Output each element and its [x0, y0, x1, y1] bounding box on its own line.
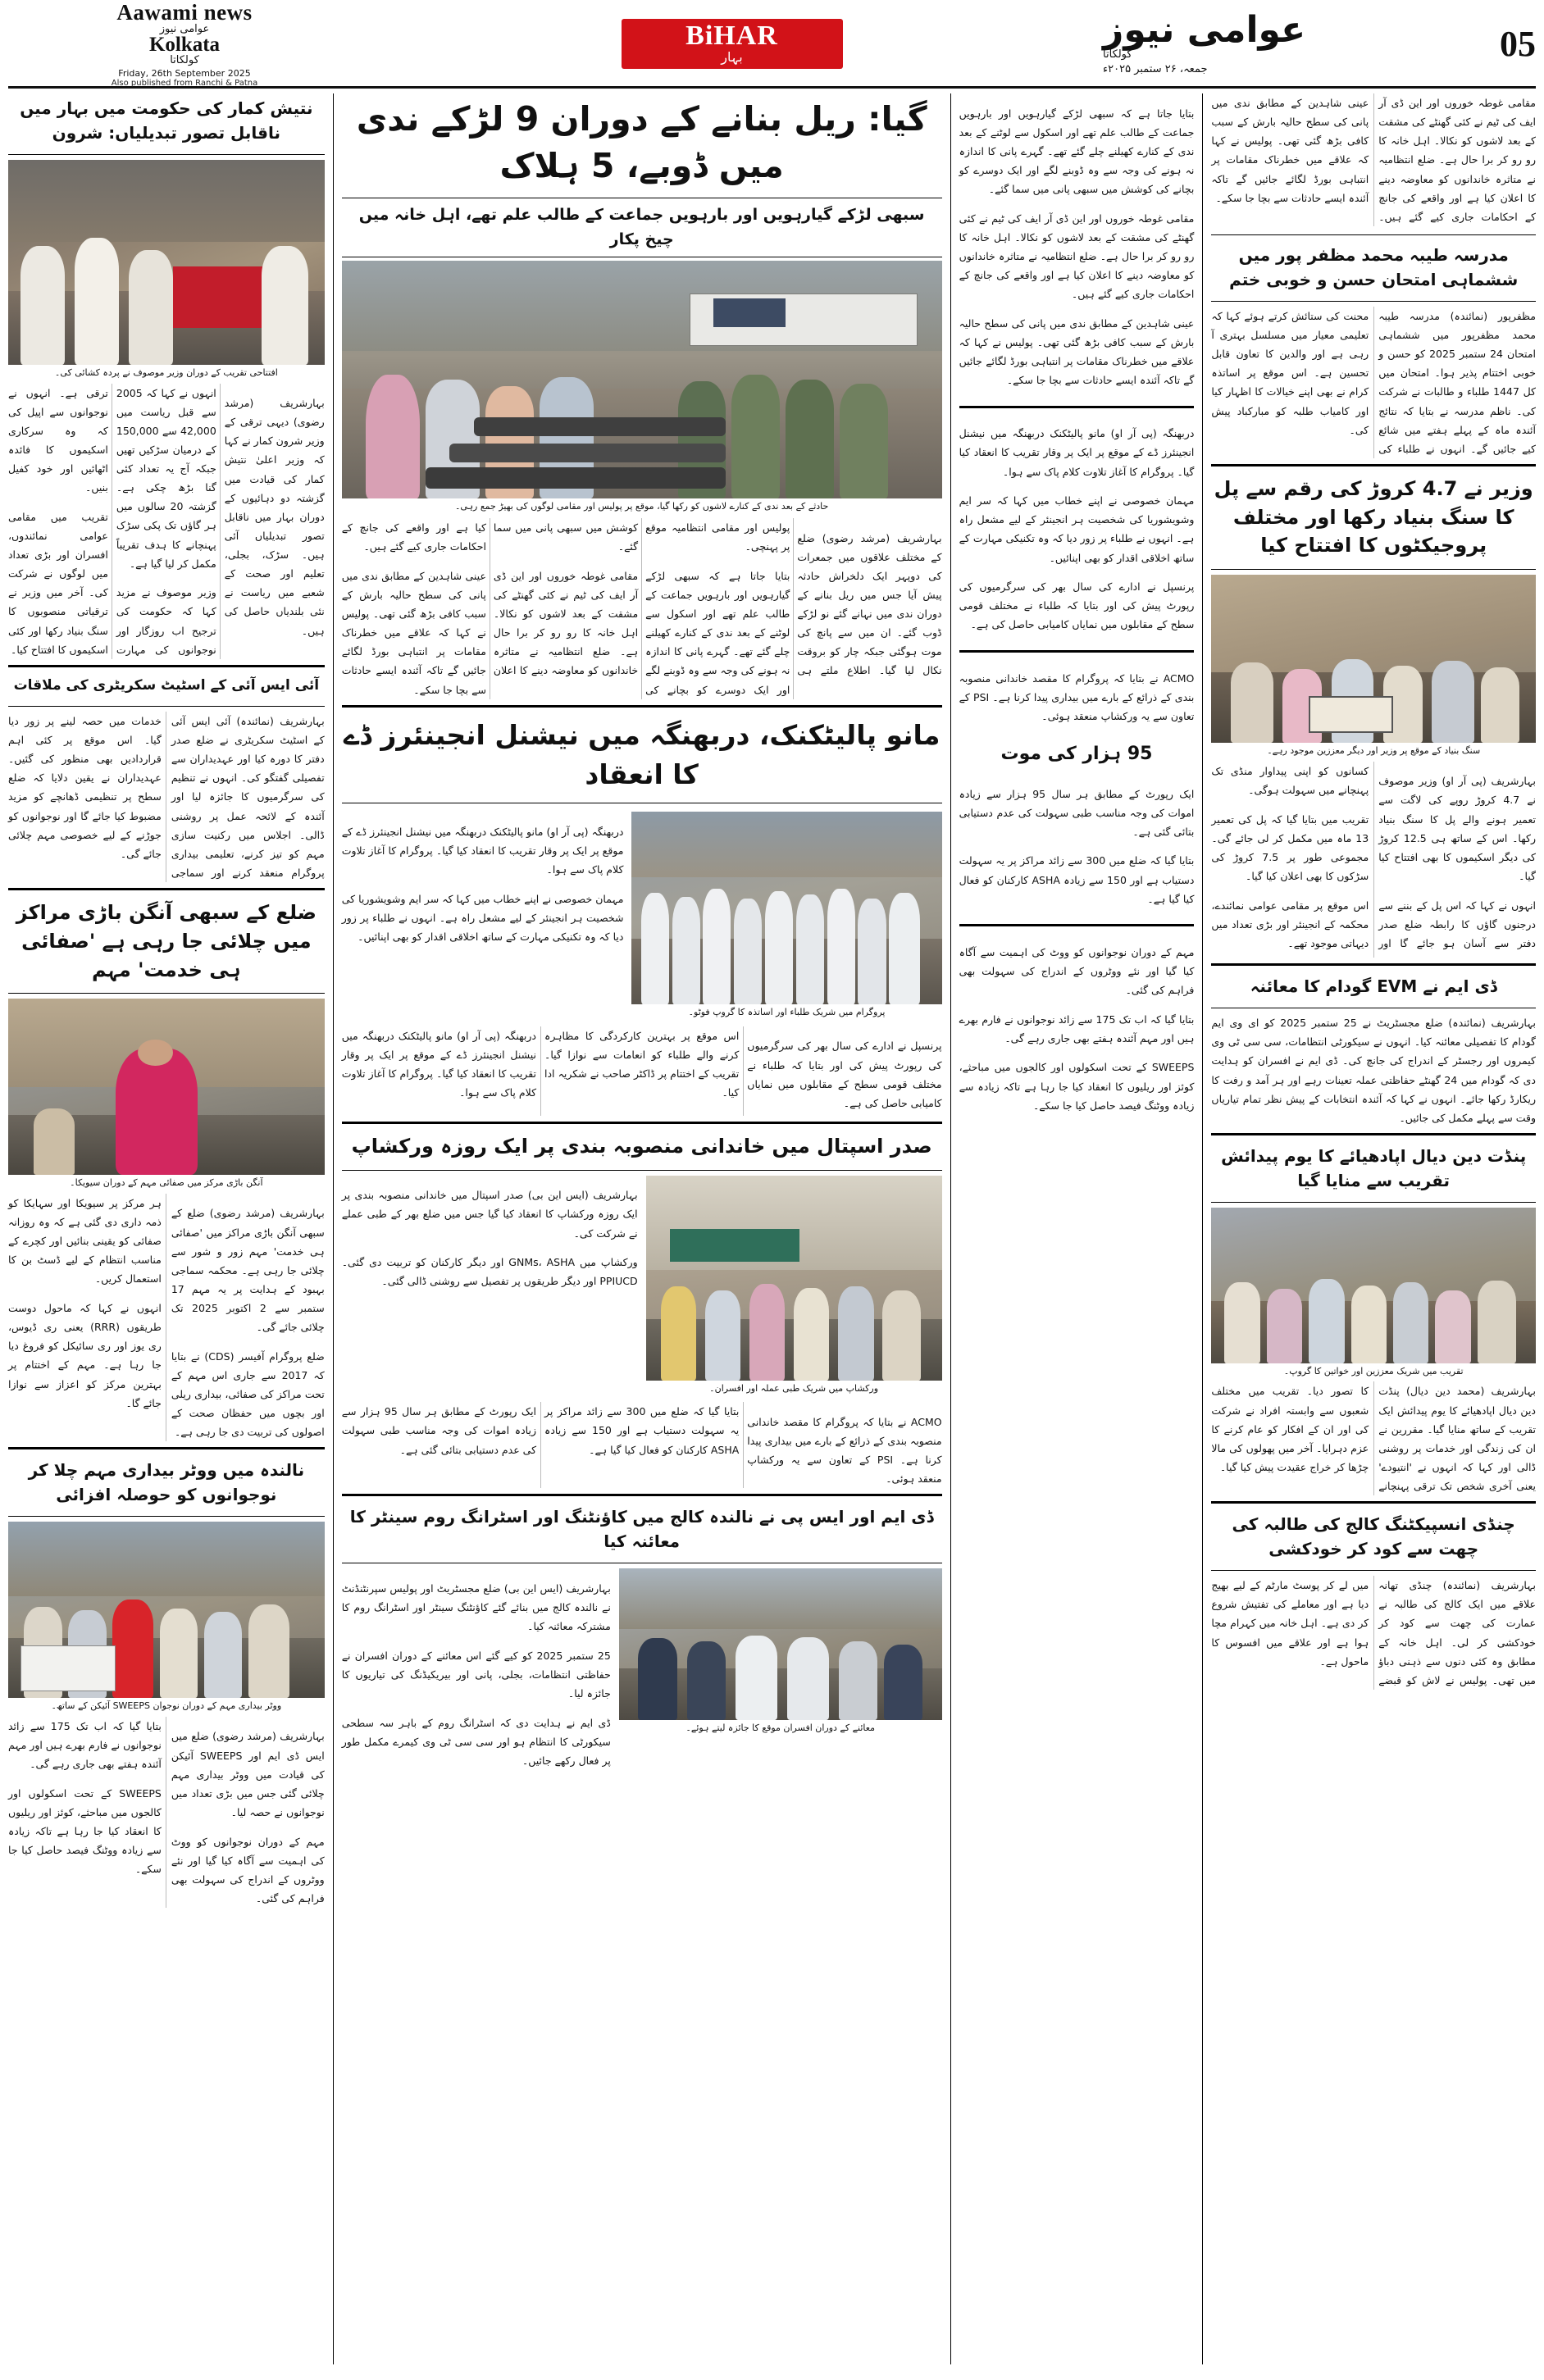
lead-photo	[342, 261, 942, 498]
column-left	[8, 93, 325, 2364]
masthead	[8, 0, 1536, 89]
voter-col-c	[959, 932, 1195, 1125]
suicide-text: بہارشریف (نمائندہ) چنڈی تھانہ علاقے میں ایک کالج کی طالبہ نے عمارت کی چھت سے کود کر خودکشی کر لی۔ اہل خانہ کے مطابق وہ کئی دنوں سے ذہنی دباؤ میں تھی۔ پولیس نے لاش کو قبضے میں لے کر پوسٹ مارٹم کے لیے بھیج دیا ہے اور معاملے کی تفتیش شروع کر دی ہے۔ اہل خانہ میں کہرام مچا ہوا ہے اور علاقے میں افسوس کا ماحول ہے۔	[1211, 1579, 1536, 1686]
deaths-stat: 95 ہزار کی موت	[1000, 744, 1153, 765]
poly-c-p3: پرنسپل نے ادارے کی سال بھر کی سرگرمیوں کی رپورٹ پیش کی اور بتایا کہ طلباء نے مختلف قومی سطح کے مقابلوں میں نمایاں کامیابی حاصل کی ہے۔	[959, 580, 1195, 631]
city-name-ur: کولکاتا	[170, 54, 199, 66]
lead-side-p2: عینی شاہدین کے مطابق ندی میں پانی کی سطح حالیہ بارش کے سبب کافی بڑھ گئی تھی۔ پولیس نے کہا کہ علاقے میں خطرناک مقامات پر انتباہی بورڈ لگائے جائیں گے تاکہ آئندہ ایسے حادثات سے بچا جا سکے۔	[1211, 97, 1369, 204]
hosp-p4: بتایا گیا کہ ضلع میں 300 سے زائد مراکز پر یہ سہولت دستیاب ہے اور 150 سے زیادہ ASHA کارکنان کو فعال کیا گیا ہے۔	[544, 1405, 740, 1456]
bridge-p1: بہارشریف (پی آر او) وزیر موصوف نے 4.7 کروڑ روپے کی لاگت سے تعمیر ہونے والے پل کا سنگ بنیاد رکھا۔ اس کے ساتھ ہی 12.5 کروڑ کی دیگر اسکیموں کا بھی افتتاح کیا گیا۔	[1378, 775, 1537, 882]
publication-date: Friday, 26th September 2025	[118, 68, 251, 79]
deendayal-text: بہارشریف (محمد دین دیال) پنڈت دین دیال اپادھیائے کا یوم پیدائش ایک تقریب کے ساتھ منایا گیا۔ مقررین نے ان کی زندگی اور خدمات پر روشنی ڈالی اور کہا کہ انہوں نے 'انتیودے' یعنی آخری شخص تک ترقی پہنچانے کا تصور دیا۔ تقریب میں مختلف شعبوں سے وابستہ افراد نے شرکت کی اور ان کے افکار کو عام کرنے کا عزم دہرایا۔ آخر میں پھولوں کی مالا چڑھا کر خراج عقیدت پیش کیا گیا۔	[1211, 1385, 1536, 1493]
madrasa-exam-body	[1211, 307, 1536, 458]
bridge-body	[1211, 762, 1536, 958]
angan-p4: انہوں نے کہا کہ ماحول دوست طریقوں (RRR) یعنی ری ڈیوس، ری یوز اور ری سائیکل کو فروغ دیا جا رہا ہے۔ مہم کے اختتام پر بہترین مرکز کو اعزاز سے نوازا جائے گا۔	[7, 1302, 162, 1409]
polytechnic-col-c	[959, 414, 1195, 644]
brand-urdu-small: عوامی نیوز	[159, 23, 210, 35]
voter-p1: بہارشریف (مرشد رضوی) ضلع میں ایس ڈی ایم اور SWEEPS آئیکن کی قیادت میں ووٹر بیداری مہم چلائی گئی جس میں بڑی تعداد میں نوجوانوں نے حصہ لیا۔	[171, 1730, 325, 1818]
hospital-body-side	[342, 1176, 638, 1399]
poly-c-p1: دربھنگہ (پی آر او) مانو پالیٹکنک دربھنگہ میں نیشنل انجینئرز ڈے کے موقع پر ایک پر وقار تقریب کا انعقاد کیا گیا۔ پروگرام کا آغاز تلاوت کلام پاک سے ہوا۔	[959, 427, 1195, 478]
voter-photo-caption: ووٹر بیداری مہم کے دوران نوجوان SWEEPS آئیکن کے ساتھ۔	[51, 1700, 282, 1712]
dmsp-p2: 25 ستمبر 2025 کو کیے گئے اس معائنے کے دوران افسران نے حفاظتی انتظامات، بجلی، پانی اور بیریکیڈنگ کی تیاریوں کا جائزہ لیا۔	[341, 1649, 611, 1700]
city-name-en: Kolkata	[148, 34, 221, 56]
edition-name-ur: بہار	[721, 48, 743, 65]
lead-c-p1: بتایا جاتا ہے کہ سبھی لڑکے گیارہویں اور بارہویں جماعت کے طالب علم تھے اور اسکول سے لوٹنے کے بعد ندی کے کنارے کھیلنے چلے گئے تھے۔ گہرے پانی کا اندازہ نہ ہونے کی وجہ سے وہ ڈوبنے لگے اور ایک دوسرے کو بچانے کی کوشش میں سبھی پانی میں سما گئے۔	[959, 107, 1195, 195]
voter-c-p1: مہم کے دوران نوجوانوں کو ووٹ کی اہمیت سے آگاہ کیا گیا اور نئے ووٹروں کے اندراج کی سہولت بھی فراہم کی گئی۔	[959, 945, 1195, 997]
lead-p4: عینی شاہدین کے مطابق ندی میں پانی کی سطح حالیہ بارش کے سبب کافی بڑھ گئی تھی۔ پولیس نے کہا کہ علاقے میں خطرناک مقامات پر انتباہی بورڈ لگائے جائیں گے تاکہ آئندہ ایسے حادثات سے بچا جا سکے۔	[341, 569, 486, 696]
evm-body	[1211, 1013, 1536, 1127]
anganwadi-photo	[8, 999, 325, 1175]
angan-p1: بہارشریف (مرشد رضوی) ضلع کے سبھی آنگن باڑی مراکز میں 'صفائی ہی خدمت' مہم زور و شور سے چلائی جا رہی ہے۔ محکمہ سماجی بہبود کے ہدایت پر یہ مہم 17 ستمبر سے 2 اکتوبر 2025 تک چلائی جائے گی۔	[171, 1207, 325, 1334]
bridge-p2: انہوں نے کہا کہ اس پل کے بننے سے درجنوں گاؤں کا رابطہ ضلع صدر دفتر سے آسان ہو جائے گا اور کسانوں کو اپنی پیداوار منڈی تک پہنچانے میں سہولت ہوگی۔	[1211, 764, 1536, 949]
sharvan-photo-caption: افتتاحی تقریب کے دوران وزیر موصوف نے پردہ کشائی کی۔	[54, 367, 278, 378]
masthead-urdu-logo	[1103, 9, 1488, 75]
voter-headline: نالندہ میں ووٹر بیداری مہم چلا کر نوجوانوں کو حوصلہ افزائی	[28, 1460, 305, 1505]
voter-p2: مہم کے دوران نوجوانوں کو ووٹ کی اہمیت سے آگاہ کیا گیا اور نئے ووٹروں کے اندراج کی سہولت بھی فراہم کی گئی۔	[171, 1835, 325, 1904]
polytechnic-body-bottom	[342, 1026, 942, 1116]
poly-p3: پرنسپل نے ادارے کی سال بھر کی سرگرمیوں کی رپورٹ پیش کی اور بتایا کہ طلباء نے مختلف قومی سطح کے مقابلوں میں نمایاں کامیابی حاصل کی ہے۔	[747, 1040, 942, 1109]
voter-p4: SWEEPS کے تحت اسکولوں اور کالجوں میں مباحثے، کوئز اور ریلیوں کا انعقاد کیا جا رہا ہے تاکہ زیادہ سے زیادہ ووٹنگ فیصد حاصل کیا جا سکے۔	[7, 1786, 162, 1876]
column-mid-right	[959, 93, 1195, 2364]
edition-badge	[361, 19, 1103, 70]
lead-p2: بتایا جاتا ہے کہ سبھی لڑکے گیارہویں اور بارہویں جماعت کے طالب علم تھے اور اسکول سے لوٹنے کے بعد ندی کے کنارے کھیلنے چلے گئے تھے۔ گہرے پانی کا اندازہ نہ ہونے کی وجہ سے وہ ڈوبنے لگے اور ایک دوسرے کو بچانے کی کوشش میں سبھی پانی میں سما گئے۔	[493, 521, 790, 696]
bridge-photo	[1211, 575, 1536, 743]
deendayal-photo	[1211, 1208, 1536, 1363]
suicide-body	[1211, 1576, 1536, 1690]
isi-body	[8, 712, 325, 882]
sharvan-body	[8, 384, 325, 660]
poly-c-p2: مہمان خصوصی نے اپنے خطاب میں کہا کہ سر ایم وشویشوریا کی شخصیت ہر انجینئر کے لیے مشعل راہ ہے۔ انہوں نے طلباء پر زور دیا کہ وہ تکنیکی مہارت کے ساتھ اخلاقی اقدار کو بھی اپنائیں۔	[959, 494, 1195, 564]
deendayal-headline: پنڈت دین دیال اپادھیائے کا یوم پیدائش تقریب سے منایا گیا	[1221, 1145, 1527, 1190]
madrasa-exam-text: مظفرپور (نمائندہ) مدرسہ طیبہ محمد مظفرپور میں ششماہی امتحان 24 ستمبر 2025 کو حسن و خوبی اختتام پذیر ہوا۔ امتحان میں کل 1447 طلباء و طالبات نے شرکت کی۔ ناظم مدرسہ نے بتایا کہ نتائج آئندہ ماہ کے پہلے ہفتے میں شائع کیے جائیں گے۔ انہوں نے طلباء کی محنت کی ستائش کرتے ہوئے کہا کہ تعلیمی معیار میں مسلسل بہتری آ رہی ہے اور والدین کا تعاون قابل تحسین ہے۔ اس موقع پر اساتذہ کرام نے بھی اپنے خیالات کا اظہار کیا اور کامیاب طلبہ کو مبارکباد پیش کی۔	[1211, 309, 1536, 455]
page-number: 05	[1500, 24, 1536, 64]
lead-c-p3: عینی شاہدین کے مطابق ندی میں پانی کی سطح حالیہ بارش کے سبب کافی بڑھ گئی تھی۔ پولیس نے کہا کہ علاقے میں خطرناک مقامات پر انتباہی بورڈ لگائے جائیں گے تاکہ آئندہ ایسے حادثات سے بچا جا سکے۔	[959, 316, 1195, 387]
hospital-headline: صدر اسپتال میں خاندانی منصوبہ بندی پر ایک روزہ ورکشاپ	[351, 1135, 932, 1158]
evm-text: بہارشریف (نمائندہ) ضلع مجسٹریٹ نے 25 ستمبر 2025 کو ای وی ایم گودام کا تفصیلی معائنہ کیا۔ انہوں نے سیکورٹی انتظامات، سی سی ٹی وی کیمروں اور رجسٹر کے اندراج کی جانچ کی۔ ڈی ایم نے افسران کو ہدایت دی کہ گودام میں 24 گھنٹے حفاظتی عملہ تعینات رہے اور ہر آمد و رفت کا ریکارڈ رکھا جائے۔ انہوں نے کہا کہ آئندہ انتخابات کے پیش نظر تمام تیاریاں وقت سے پہلے مکمل کی جائیں۔	[1211, 1017, 1536, 1124]
deendayal-body	[1211, 1381, 1536, 1495]
voter-photo	[8, 1522, 325, 1698]
sharvan-p1: بہارشریف (مرشد رضوی) دیہی ترقی کے وزیر شرون کمار نے کہا کہ وزیر اعلیٰ نتیش کمار کی قیادت میں گزشتہ دو دہائیوں کے دوران بہار میں ناقابل تصور تبدیلیاں آئی ہیں۔ سڑک، بجلی، تعلیم اور صحت کے شعبے میں ریاست نے نئی بلندیاں حاصل کی ہیں۔	[224, 397, 325, 637]
lead-story-col-c	[959, 93, 1195, 400]
hosp-p1: بہارشریف (ایس این بی) صدر اسپتال میں خاندانی منصوبہ بندی پر ایک روزہ ورکشاپ کا انعقاد کیا گیا جس میں ضلع بھر کے طبی عملے نے شرکت کی۔	[341, 1189, 638, 1240]
sharvan-photo	[8, 160, 325, 365]
poly-p5: دربھنگہ (پی آر او) مانو پالیٹکنک دربھنگہ میں نیشنل انجینئرز ڈے کے موقع پر ایک پر وقار تقریب کا انعقاد کیا گیا۔ پروگرام کا آغاز تلاوت کلام پاک سے ہوا۔	[341, 1029, 537, 1099]
angan-p2: ضلع پروگرام آفیسر (CDS) نے بتایا کہ 2017 سے جاری اس مہم کے تحت مراکز کی صفائی، بیداری ریلی اور بچوں میں حفظان صحت کے اصولوں کی تربیت دی جا رہی ہے۔	[171, 1349, 325, 1439]
isi-text: بہارشریف (نمائندہ) آئی ایس آئی کے اسٹیٹ سکریٹری نے ضلع صدر دفتر کا دورہ کیا اور عہدیداران سے تفصیلی گفتگو کی۔ انہوں نے تنظیم کی سرگرمیوں کا جائزہ لیا اور آئندہ کے لائحہ عمل پر روشنی ڈالی۔ اجلاس میں رکنیت سازی مہم کو تیز کرنے، تعلیمی بیداری پروگرام منعقد کرنے اور سماجی خدمات میں حصہ لینے پر زور دیا گیا۔ اس موقع پر کئی اہم قراردادیں بھی منظور کی گئیں۔ عہدیداران نے یقین دلایا کہ ضلع سطح پر تنظیمی ڈھانچے کو مزید مضبوط کیا جائے گا اور نوجوانوں کو جوڑنے کے لیے خصوصی مہم چلائی جائے گی۔	[7, 714, 325, 879]
dmsp-p1: بہارشریف (ایس این بی) ضلع مجسٹریٹ اور پولیس سپرنٹنڈنٹ نے نالندہ کالج میں بنائے گئے کاؤنٹنگ سینٹر اور اسٹرانگ روم کا مشترکہ معائنہ کیا۔	[341, 1581, 611, 1633]
polytechnic-photo-caption: پروگرام میں شریک طلباء اور اساتذہ کا گروپ فوٹو۔	[688, 1007, 886, 1018]
hosp-p2: ورکشاپ میں GNMs، ASHA اور دیگر کارکنان کو تربیت دی گئی۔ PPIUCD اور دیگر طریقوں پر تفصیل سے روشنی ڈالی گئی۔	[341, 1256, 638, 1288]
hospital-col-c	[959, 658, 1195, 918]
deendayal-photo-caption: تقریب میں شریک معززین اور خواتین کا گروپ۔	[1283, 1365, 1464, 1377]
isi-headline: آئی ایس آئی کے اسٹیٹ سکریٹری کی ملاقات	[13, 677, 320, 694]
angan-p3: ہر مرکز پر سیویکا اور سہایکا کو ذمہ داری دی گئی ہے کہ وہ روزانہ صفائی کو یقینی بنائیں اور کچرے کے مناسب انتظام کے لیے ڈسٹ بن کا استعمال کریں۔	[7, 1196, 162, 1286]
anganwadi-headline: ضلع کے سبھی آنگن باڑی مراکز میں چلائی جا رہی ہے 'صفائی ہی خدمت' مہم	[16, 901, 317, 981]
poly-p2: مہمان خصوصی نے اپنے خطاب میں کہا کہ سر ایم وشویشوریا کی شخصیت ہر انجینئر کے لیے مشعل راہ ہے۔ انہوں نے طلباء پر زور دیا کہ وہ تکنیکی مہارت کے ساتھ اخلاقی اقدار کو بھی اپنائیں۔	[341, 892, 624, 943]
polytechnic-body-right	[342, 812, 624, 1023]
polytechnic-photo	[631, 812, 941, 1004]
hospital-body-bottom	[342, 1402, 942, 1488]
hosp-c-p1: ACMO نے بتایا کہ پروگرام کا مقصد خاندانی منصوبہ بندی کے ذرائع کے بارے میں بیداری پیدا کرنا ہے۔ PSI کے تعاون سے یہ ورکشاپ منعقد ہوئی۔	[959, 671, 1195, 722]
anganwadi-photo-caption: آنگن باڑی مرکز میں صفائی مہم کے دوران سیویکا۔	[70, 1177, 263, 1189]
poly-p1: دربھنگہ (پی آر او) مانو پالیٹکنک دربھنگہ میں نیشنل انجینئرز ڈے کے موقع پر ایک پر وقار تقریب کا انعقاد کیا گیا۔ پروگرام کا آغاز تلاوت کلام پاک سے ہوا۔	[341, 825, 624, 876]
evm-headline: ڈی ایم نے EVM گودام کا معائنہ	[1250, 976, 1497, 997]
page-grid	[8, 93, 1536, 2364]
bridge-headline: وزیر نے 4.7 کروڑ کی رقم سے پل کا سنگ بنیاد رکھا اور مختلف پروجیکٹوں کا افتتاح کیا	[1214, 476, 1533, 557]
bridge-p4: اس موقع پر مقامی عوامی نمائندے، محکمہ کے انجینئر اور بڑی تعداد میں دیہاتی موجود تھے۔	[1211, 899, 1369, 949]
polytechnic-headline: مانو پالیٹکنک، دربھنگہ میں نیشنل انجینئرز ڈے کا انعقاد	[343, 718, 941, 790]
dmsp-photo-caption: معائنے کے دوران افسران موقع کا جائزہ لیتے ہوئے۔	[685, 1722, 875, 1734]
bridge-photo-caption: سنگ بنیاد کے موقع پر وزیر اور دیگر معززین موجود رہے۔	[1267, 745, 1481, 757]
voter-body	[8, 1717, 325, 1908]
hosp-c-p2: بتایا گیا کہ ضلع میں 300 سے زائد مراکز پر یہ سہولت دستیاب ہے اور 150 سے زیادہ ASHA کارکنان کو فعال کیا گیا ہے۔	[959, 854, 1195, 905]
hospital-photo-caption: ورکشاپ میں شریک طبی عملہ اور افسران۔	[709, 1382, 879, 1394]
dmsp-photo	[619, 1568, 942, 1720]
hosp-p5: ایک رپورٹ کے مطابق ہر سال 95 ہزار سے زیادہ اموات کی وجہ مناسب طبی سہولت کی عدم دستیابی بتائی گئی ہے۔	[341, 1405, 537, 1456]
lead-story-side-text	[1211, 93, 1536, 230]
dmsp-p3: ڈی ایم نے ہدایت دی کہ اسٹرانگ روم کے باہر سہ سطحی سیکورٹی کا انتظام ہو اور سی سی ٹی وی کیمرے مکمل طور پر فعال رکھے جائیں۔	[341, 1716, 611, 1767]
dmsp-headline: ڈی ایم اور ایس پی نے نالندہ کالج میں کاؤنٹنگ اور اسٹرانگ روم سینٹر کا معائنہ کیا	[349, 1507, 934, 1552]
hosp-c-note: ایک رپورٹ کے مطابق ہر سال 95 ہزار سے زیادہ اموات کی وجہ مناسب طبی سہولت کی عدم دستیابی بتائی گئی ہے۔	[959, 787, 1195, 838]
hospital-photo	[646, 1176, 942, 1381]
masthead-english-block	[8, 0, 361, 88]
voter-p3: بتایا گیا کہ اب تک 175 سے زائد نوجوانوں نے فارم بھرے ہیں اور مہم آئندہ ہفتے بھی جاری رہے گی۔	[7, 1719, 162, 1771]
sharvan-p4: تقریب میں مقامی عوامی نمائندوں، افسران اور بڑی تعداد میں لوگوں نے شرکت کی۔ آخر میں وزیر نے ترقیاتی منصوبوں کا سنگ بنیاد رکھا اور کئی اسکیموں کا افتتاح کیا۔	[7, 510, 108, 656]
dmsp-body	[342, 1568, 611, 1780]
sharvan-headline: نتیش کمار کی حکومت میں بہار میں ناقابل تصور تبدیلیاں: شرون	[20, 98, 313, 143]
lead-headline: گیا: ریل بنانے کے دوران 9 لڑکے ندی میں ڈوبے، 5 ہلاک	[356, 99, 927, 186]
suicide-headline: چنڈی انسپیکٹنگ کالج کی طالبہ کی چھت سے کود کر خودکشی	[1232, 1514, 1515, 1559]
sharvan-p3: وزیر موصوف نے مزید کہا کہ حکومت کی ترجیح اب روزگار اور نوجوانوں کی مہارت ترقی ہے۔ انہوں نے نوجوانوں سے اپیل کی کہ وہ سرکاری اسکیموں کا فائدہ اٹھائیں اور خود کفیل بنیں۔	[7, 386, 216, 656]
column-center	[342, 93, 942, 2364]
hosp-p3: ACMO نے بتایا کہ پروگرام کا مقصد خاندانی منصوبہ بندی کے ذرائع کے بارے میں بیداری پیدا کرنا ہے۔ PSI کے تعاون سے یہ ورکشاپ منعقد ہوئی۔	[747, 1415, 942, 1486]
poly-p4: اس موقع پر بہترین کارکردگی کا مظاہرہ کرنے والے طلباء کو انعامات سے نوازا گیا۔ تقریب کے اختتام پر ڈاکٹر صاحب نے شکریہ ادا کیا۔	[544, 1029, 740, 1099]
sharvan-p2: انہوں نے کہا کہ 2005 سے قبل ریاست میں 42,000 سے 150,000 کے درمیان سڑکیں تھیں جبکہ آج یہ تعداد کئی گنا بڑھ چکی ہے۔ گزشتہ 20 سالوں میں ہر گاؤں تک پکی سڑک پہنچانے کا ہدف تقریباً مکمل کر لیا گیا ہے۔	[116, 386, 216, 570]
lead-p1: بہارشریف (مرشد رضوی) ضلع کے مختلف علاقوں میں جمعرات کی دوپہر ایک دلخراش حادثہ پیش آیا جس میں ریل بنانے کے دوران ندی میں نہانے گئے نو لڑکے ڈوب گئے۔ ان میں سے پانچ کی موت ہوگئی جبکہ چار کو بروقت نکال لیا گیا۔ اطلاع ملتے ہی پولیس اور مقامی انتظامیہ موقع پر پہنچی۔	[645, 521, 942, 677]
lead-side-p1: مقامی غوطہ خوروں اور این ڈی آر ایف کی ٹیم نے کئی گھنٹے کی مشقت کے بعد لاشوں کو نکالا۔ اہل خانہ کا رو رو کر برا حال ہے۔ ضلع انتظامیہ نے متاثرہ خاندانوں کو معاوضہ دینے کا اعلان کیا ہے اور واقعے کی جانچ کے احکامات جاری کیے گئے ہیں۔	[1378, 97, 1536, 223]
lead-body	[342, 517, 942, 699]
bridge-p3: تقریب میں بتایا گیا کہ پل کی تعمیر 13 ماہ میں مکمل کر لی جائے گی۔ مجموعی طور پر 7.5 کروڑ کی سڑکوں کا بھی اعلان کیا گیا۔	[1211, 812, 1369, 882]
lead-subheadline: سبھی لڑکے گیارہویں اور بارہویں جماعت کے طالب علم تھے، اہل خانہ میں چیخ پکار	[342, 198, 942, 257]
lead-photo-caption: حادثے کے بعد ندی کے کنارے لاشوں کو رکھا گیا، موقع پر پولیس اور مقامی لوگوں کی بھیڑ جمع رہی۔	[454, 500, 829, 512]
column-right	[1211, 93, 1536, 2364]
masthead-date-urdu: جمعہ، ۲۶ ستمبر ۲۰۲۵ء	[1103, 62, 1208, 75]
anganwadi-body	[8, 1194, 325, 1442]
edition-name-en: BiHAR	[685, 20, 778, 51]
brand-name-en: Aawami news	[116, 0, 253, 25]
madrasa-exam-headline: مدرسہ طیبہ محمد مظفر پور میں ششماہی امتحان حسن و خوبی ختم	[1229, 244, 1519, 289]
voter-c-p2: بتایا گیا کہ اب تک 175 سے زائد نوجوانوں نے فارم بھرے ہیں اور مہم آئندہ ہفتے بھی جاری رہے گی۔	[959, 1013, 1195, 1044]
lead-c-p2: مقامی غوطہ خوروں اور این ڈی آر ایف کی ٹیم نے کئی گھنٹے کی مشقت کے بعد لاشوں کو نکالا۔ اہل خانہ کا رو رو کر برا حال ہے۔ ضلع انتظامیہ نے متاثرہ خاندانوں کو معاوضہ دینے کا اعلان کیا ہے اور واقعے کی جانچ کے احکامات جاری کیے گئے ہیں۔	[959, 212, 1195, 301]
also-published-note: Also published from Ranchi & Patna	[111, 79, 258, 88]
voter-c-p3: SWEEPS کے تحت اسکولوں اور کالجوں میں مباحثے، کوئز اور ریلیوں کا انعقاد کیا جا رہا ہے تاکہ زیادہ سے زیادہ ووٹنگ فیصد حاصل کیا جا سکے۔	[959, 1061, 1195, 1112]
lead-p3: مقامی غوطہ خوروں اور این ڈی آر ایف کی ٹیم نے کئی گھنٹے کی مشقت کے بعد لاشوں کو نکالا۔ اہل خانہ کا رو رو کر برا حال ہے۔ ضلع انتظامیہ نے متاثرہ خاندانوں کو معاوضہ دینے کا اعلان کیا ہے اور واقعے کی جانچ کے احکامات جاری کیے گئے ہیں۔	[341, 521, 639, 677]
logo-city-urdu: کولکاتا	[1103, 48, 1132, 61]
logo-urdu-text: عوامی نیوز	[1103, 9, 1306, 52]
